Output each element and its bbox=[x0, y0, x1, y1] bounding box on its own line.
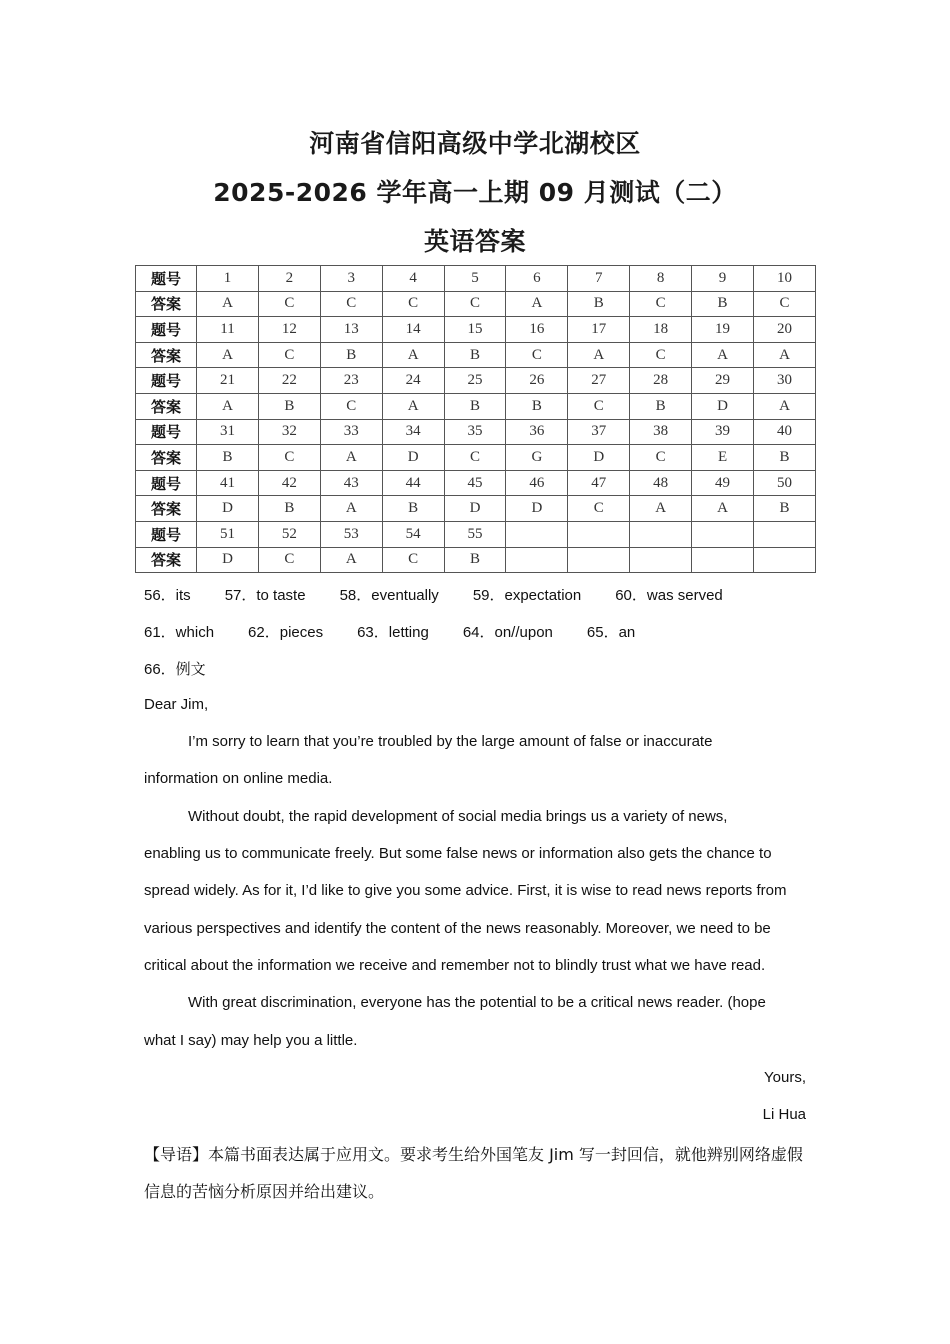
answer-label: 答案 bbox=[136, 496, 197, 522]
blank-answer: 57．to taste bbox=[224, 587, 306, 604]
answer-row bbox=[136, 393, 816, 419]
answer-cell: B bbox=[506, 393, 568, 419]
question-label: 题号 bbox=[136, 317, 197, 343]
answer-cell: C bbox=[506, 342, 568, 368]
answer-cell: C bbox=[320, 291, 382, 317]
blank-answer: 58．eventually bbox=[339, 587, 439, 604]
question-number-cell: 47 bbox=[568, 470, 630, 496]
question-number-cell: 21 bbox=[197, 368, 259, 394]
question-label: 题号 bbox=[136, 470, 197, 496]
question-number-cell: 45 bbox=[444, 470, 506, 496]
question-number-cell: 23 bbox=[320, 368, 382, 394]
question-number-cell: 44 bbox=[382, 470, 444, 496]
question-label: 题号 bbox=[136, 368, 197, 394]
guide-note: 【导语】本篇书面表达属于应用文。要求考生给外国笔友 Jim 写一封回信，就他辨别网络虚假信息的苦恼分析原因并给出建议。 bbox=[144, 1145, 803, 1201]
question-number-cell: 5 bbox=[444, 266, 506, 292]
question-number-cell: 18 bbox=[630, 317, 692, 343]
question-number-cell: 36 bbox=[506, 419, 568, 445]
question-number-cell: 37 bbox=[568, 419, 630, 445]
answer-cell: A bbox=[320, 445, 382, 471]
question-number-cell: 4 bbox=[382, 266, 444, 292]
answer-cell: A bbox=[320, 496, 382, 522]
answer-cell: D bbox=[444, 496, 506, 522]
question-number-cell: 14 bbox=[382, 317, 444, 343]
answer-cell: A bbox=[753, 393, 815, 419]
question-number-cell: 25 bbox=[444, 368, 506, 394]
answer-cell: A bbox=[753, 342, 815, 368]
answer-cell: B bbox=[692, 291, 754, 317]
question-number-row bbox=[136, 419, 816, 445]
answer-cell: B bbox=[258, 393, 320, 419]
answer-cell: C bbox=[258, 342, 320, 368]
question-number-cell: 41 bbox=[197, 470, 259, 496]
question-number-cell: 32 bbox=[258, 419, 320, 445]
letter-line: what I say) may help you a little. bbox=[144, 1032, 358, 1049]
answer-cell: C bbox=[258, 547, 320, 573]
question-number-cell: 38 bbox=[630, 419, 692, 445]
question-number-cell: 26 bbox=[506, 368, 568, 394]
fill-blank-answers-line-1 bbox=[144, 584, 757, 605]
question-number-cell: 28 bbox=[630, 368, 692, 394]
answer-cell: C bbox=[444, 445, 506, 471]
answer-cell: D bbox=[382, 445, 444, 471]
letter-line: information on online media. bbox=[144, 770, 333, 787]
question-number-cell: 30 bbox=[753, 368, 815, 394]
question-number-cell: 3 bbox=[320, 266, 382, 292]
answer-row bbox=[136, 496, 816, 522]
question-number-cell: 11 bbox=[197, 317, 259, 343]
question-number-cell: 12 bbox=[258, 317, 320, 343]
answer-label: 答案 bbox=[136, 393, 197, 419]
answer-cell bbox=[630, 547, 692, 573]
question-label: 题号 bbox=[136, 266, 197, 292]
writing-sample-label: 66．例文 bbox=[144, 661, 206, 678]
answer-cell: B bbox=[444, 342, 506, 368]
blank-answer: 63．letting bbox=[357, 624, 429, 641]
answer-row bbox=[136, 547, 816, 573]
question-number-cell: 22 bbox=[258, 368, 320, 394]
question-number-cell: 53 bbox=[320, 521, 382, 547]
question-number-cell: 24 bbox=[382, 368, 444, 394]
answer-cell bbox=[692, 547, 754, 573]
question-number-cell: 13 bbox=[320, 317, 382, 343]
answer-cell: A bbox=[197, 393, 259, 419]
question-number-cell: 52 bbox=[258, 521, 320, 547]
answer-cell: G bbox=[506, 445, 568, 471]
blank-answer: 65．an bbox=[586, 624, 636, 641]
answer-label: 答案 bbox=[136, 342, 197, 368]
question-number-cell: 46 bbox=[506, 470, 568, 496]
question-number-cell bbox=[753, 521, 815, 547]
exam-name: 2025-2026 学年高一上期 09 月测试（二） bbox=[213, 178, 737, 207]
school-name: 河南省信阳高级中学北湖校区 bbox=[309, 129, 641, 158]
question-number-cell: 40 bbox=[753, 419, 815, 445]
question-number-cell: 2 bbox=[258, 266, 320, 292]
letter-line: spread widely. As for it, I’d like to give you some advice. First, it is wise to read news reports from bbox=[144, 882, 787, 899]
question-number-cell: 27 bbox=[568, 368, 630, 394]
answer-cell: D bbox=[692, 393, 754, 419]
answer-cell: A bbox=[630, 496, 692, 522]
answer-cell: B bbox=[444, 393, 506, 419]
question-number-cell: 33 bbox=[320, 419, 382, 445]
question-number-row bbox=[136, 266, 816, 292]
answer-cell bbox=[506, 547, 568, 573]
answer-cell: A bbox=[382, 393, 444, 419]
letter-line: With great discrimination, everyone has the potential to be a critical news reader. (hope bbox=[188, 994, 766, 1011]
answer-cell: B bbox=[568, 291, 630, 317]
question-number-cell: 54 bbox=[382, 521, 444, 547]
letter-closing: Yours, bbox=[764, 1069, 806, 1086]
question-number-cell: 48 bbox=[630, 470, 692, 496]
answer-cell: B bbox=[320, 342, 382, 368]
letter-line: various perspectives and identify the content of the news reasonably. Moreover, we need to be bbox=[144, 920, 771, 937]
answer-cell: C bbox=[630, 342, 692, 368]
question-number-cell: 8 bbox=[630, 266, 692, 292]
question-number-cell: 16 bbox=[506, 317, 568, 343]
question-number-cell: 34 bbox=[382, 419, 444, 445]
question-number-cell: 19 bbox=[692, 317, 754, 343]
answer-cell: E bbox=[692, 445, 754, 471]
blank-answer: 64．on//upon bbox=[462, 624, 553, 641]
answer-cell: A bbox=[197, 291, 259, 317]
question-number-cell: 9 bbox=[692, 266, 754, 292]
answer-row bbox=[136, 342, 816, 368]
answer-cell: C bbox=[258, 291, 320, 317]
answer-label: 答案 bbox=[136, 291, 197, 317]
answer-cell: A bbox=[692, 342, 754, 368]
letter-signature: Li Hua bbox=[762, 1106, 806, 1123]
question-number-cell bbox=[692, 521, 754, 547]
answer-cell: C bbox=[568, 393, 630, 419]
question-number-cell: 43 bbox=[320, 470, 382, 496]
question-number-cell: 35 bbox=[444, 419, 506, 445]
answer-cell: A bbox=[197, 342, 259, 368]
answer-cell: A bbox=[382, 342, 444, 368]
answer-row bbox=[136, 445, 816, 471]
answer-cell: C bbox=[630, 291, 692, 317]
question-number-row bbox=[136, 317, 816, 343]
answer-cell: B bbox=[753, 445, 815, 471]
question-number-cell: 49 bbox=[692, 470, 754, 496]
answer-cell: A bbox=[568, 342, 630, 368]
question-number-cell: 1 bbox=[197, 266, 259, 292]
blank-answer: 56．its bbox=[144, 587, 191, 604]
question-number-cell: 20 bbox=[753, 317, 815, 343]
letter-line: critical about the information we receive and remember not to blindly trust what we have read. bbox=[144, 957, 766, 974]
question-number-cell: 29 bbox=[692, 368, 754, 394]
question-number-cell: 7 bbox=[568, 266, 630, 292]
answer-cell: D bbox=[197, 547, 259, 573]
blank-answer: 61．which bbox=[144, 624, 215, 641]
question-number-cell: 15 bbox=[444, 317, 506, 343]
question-number-cell: 17 bbox=[568, 317, 630, 343]
question-number-cell: 55 bbox=[444, 521, 506, 547]
answer-cell: C bbox=[382, 291, 444, 317]
answer-cell: C bbox=[258, 445, 320, 471]
answer-cell: B bbox=[444, 547, 506, 573]
answer-cell: C bbox=[382, 547, 444, 573]
answer-cell bbox=[753, 547, 815, 573]
question-number-row bbox=[136, 368, 816, 394]
answer-cell: B bbox=[630, 393, 692, 419]
letter-line: Without doubt, the rapid development of social media brings us a variety of news, bbox=[188, 808, 728, 825]
question-number-cell: 50 bbox=[753, 470, 815, 496]
answer-label: 答案 bbox=[136, 547, 197, 573]
question-number-cell: 31 bbox=[197, 419, 259, 445]
answer-cell: D bbox=[506, 496, 568, 522]
question-label: 题号 bbox=[136, 419, 197, 445]
answer-cell: A bbox=[506, 291, 568, 317]
question-number-cell bbox=[506, 521, 568, 547]
question-number-row bbox=[136, 521, 816, 547]
answer-cell: B bbox=[753, 496, 815, 522]
question-number-cell: 6 bbox=[506, 266, 568, 292]
answer-cell bbox=[568, 547, 630, 573]
answer-cell: C bbox=[320, 393, 382, 419]
question-number-cell: 51 bbox=[197, 521, 259, 547]
answer-cell: B bbox=[197, 445, 259, 471]
answer-row bbox=[136, 291, 816, 317]
answer-cell: D bbox=[197, 496, 259, 522]
question-number-cell: 10 bbox=[753, 266, 815, 292]
answer-cell: D bbox=[568, 445, 630, 471]
subject-title: 英语答案 bbox=[423, 227, 526, 256]
answer-cell: B bbox=[258, 496, 320, 522]
answer-cell: C bbox=[753, 291, 815, 317]
answer-label: 答案 bbox=[136, 445, 197, 471]
letter-greeting: Dear Jim, bbox=[144, 696, 209, 713]
blank-answer: 60．was served bbox=[615, 587, 723, 604]
question-label: 题号 bbox=[136, 521, 197, 547]
question-number-cell: 42 bbox=[258, 470, 320, 496]
blank-answer: 62．pieces bbox=[248, 624, 324, 641]
blank-answer: 59．expectation bbox=[472, 587, 582, 604]
answer-cell: B bbox=[382, 496, 444, 522]
question-number-cell bbox=[630, 521, 692, 547]
answer-cell: C bbox=[444, 291, 506, 317]
question-number-row bbox=[136, 470, 816, 496]
letter-line: I’m sorry to learn that you’re troubled by the large amount of false or inaccurate bbox=[188, 733, 713, 750]
letter-line: enabling us to communicate freely. But some false news or information also gets the chance to bbox=[144, 845, 772, 862]
question-number-cell bbox=[568, 521, 630, 547]
answer-table bbox=[135, 265, 816, 573]
answer-cell: A bbox=[692, 496, 754, 522]
answer-cell: C bbox=[568, 496, 630, 522]
question-number-cell: 39 bbox=[692, 419, 754, 445]
answer-cell: C bbox=[630, 445, 692, 471]
fill-blank-answers-line-2 bbox=[144, 621, 669, 642]
answer-cell: A bbox=[320, 547, 382, 573]
